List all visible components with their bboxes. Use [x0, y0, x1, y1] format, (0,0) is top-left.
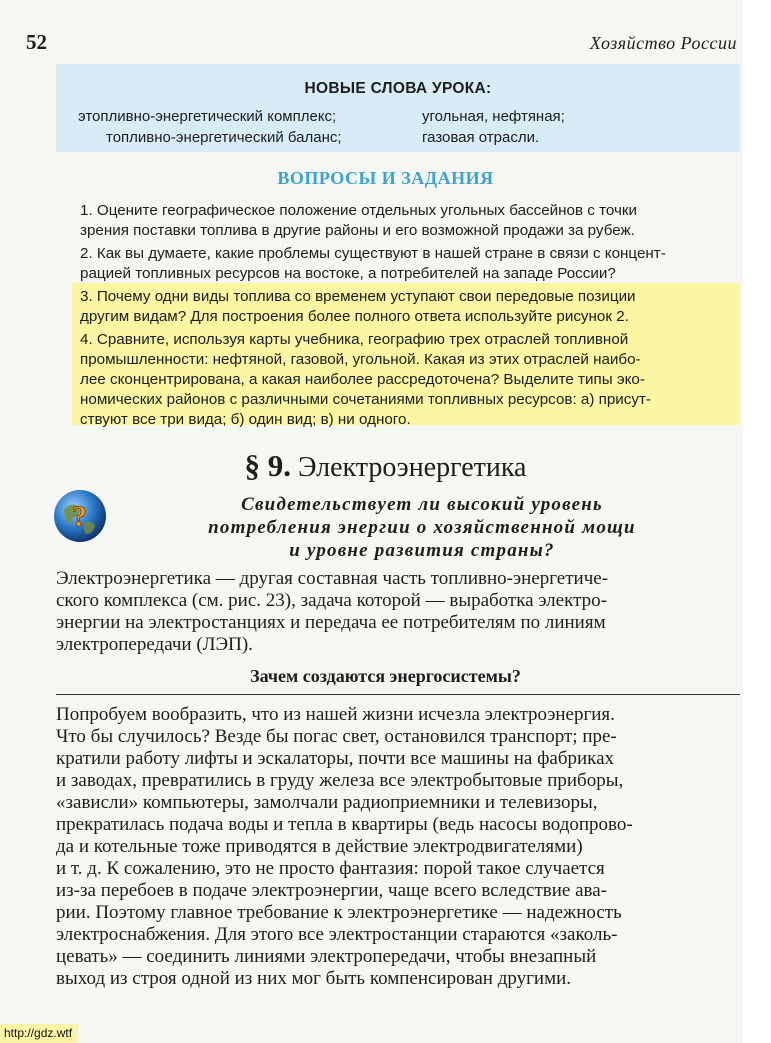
questions-heading: ВОПРОСЫ И ЗАДАНИЯ [277, 168, 494, 188]
body-line: рии. Поэтому главное требование к электроэнергетике — надежность [56, 902, 622, 923]
section-number: § 9. [244, 448, 291, 483]
body-line: и т. д. К сожалению, это не просто фантазия: порой такое случается [56, 858, 605, 879]
body-line: прекратилась подача воды и тепла в квартиры (ведь насосы водопрово- [56, 814, 633, 835]
lead-question-line: Свидетельствует ли высокий уровень [241, 494, 603, 515]
body-line: Попробуем вообразить, что из нашей жизни исчезла электроэнергия. [56, 704, 615, 725]
subheading-rule [56, 694, 740, 695]
question-line: 3. Почему одни виды топлива со временем уступают свои передовые позиции [80, 288, 636, 305]
question-line: промышленности: нефтяной, газовой, угольной. Какая из этих отраслей наибо- [80, 351, 641, 368]
body-line: выход из строя одной из них мог быть компенсирован другими. [56, 968, 572, 989]
new-words-title: НОВЫЕ СЛОВА УРОКА: [304, 80, 492, 97]
body-line: и заводах, превратились в груду железа все электробытовые приборы, [56, 770, 624, 791]
question-line: лее сконцентрирована, а какая наиболее рассредоточена? Выделите типы эко- [80, 371, 645, 388]
intro-line: Электроэнергетика — другая составная часть топливно-энергетиче- [56, 568, 609, 589]
new-word-term: этопливно-энергетический комплекс; [78, 108, 337, 125]
new-words-box [56, 64, 740, 152]
watermark-link[interactable]: http://gdz.wtf [0, 1024, 78, 1043]
globe-question-icon [52, 488, 108, 544]
body-line: Что бы случилось? Везде бы погас свет, остановился транспорт; пре- [56, 726, 617, 747]
body-line: цевать» — соединить линиями электропередачи, чтобы внезапный [56, 946, 597, 967]
new-word-term: газовая отрасли. [422, 129, 540, 146]
question-line: рацией топливных ресурсов на востоке, а потребителей на западе России? [80, 265, 616, 282]
lead-question-line: и уровне развития страны? [289, 540, 555, 561]
question-line: 2. Как вы думаете, какие проблемы существуют в нашей стране в связи с концент- [80, 245, 666, 262]
question-line: номических районов с различными сочетаниями топливных ресурсов: а) присут- [80, 391, 651, 408]
subheading: Зачем создаются энергосистемы? [250, 666, 521, 686]
intro-line: ского комплекса (см. рис. 23), задача которой — выработка электро- [56, 590, 607, 611]
page-edge [743, 0, 771, 1043]
intro-line: электропередачи (ЛЭП). [56, 634, 253, 655]
body-line: да и котельные тоже приводятся в действие электродвигателями) [56, 836, 583, 857]
section-name: Электроэнергетика [298, 452, 527, 483]
body-line: «зависли» компьютеры, замолчали радиоприемники и телевизоры, [56, 792, 598, 813]
new-word-term: топливно-энергетический баланс; [106, 129, 342, 146]
body-line: из-за перебоев в подаче электроэнергии, чаще всего вследствие ава- [56, 880, 607, 901]
running-head: Хозяйство России [589, 33, 737, 53]
question-line: 4. Сравните, используя карты учебника, географию трех отраслей топливной [80, 331, 629, 348]
svg-text:?: ? [72, 500, 87, 533]
question-line: 1. Оцените географическое положение отдельных угольных бассейнов с точки [80, 202, 638, 219]
lead-question-line: потребления энергии о хозяйственной мощи [208, 517, 636, 538]
section-title [0, 448, 771, 484]
page-number: 52 [26, 30, 47, 54]
question-line: другим видам? Для построения более полного ответа используйте рисунок 2. [80, 308, 629, 325]
body-line: кратили работу лифты и эскалаторы, почти все машины на фабриках [56, 748, 615, 769]
intro-line: энергии на электростанциях и передача ее потребителям по линиям [56, 612, 606, 633]
body-line: электроснабжения. Для этого все электростанции стараются «заколь- [56, 924, 618, 945]
question-line: ствуют все три вида; б) один вид; в) ни одного. [80, 411, 411, 428]
new-word-term: угольная, нефтяная; [422, 108, 565, 125]
question-line: зрения поставки топлива в другие районы и его возможной продажи за рубеж. [80, 222, 635, 239]
